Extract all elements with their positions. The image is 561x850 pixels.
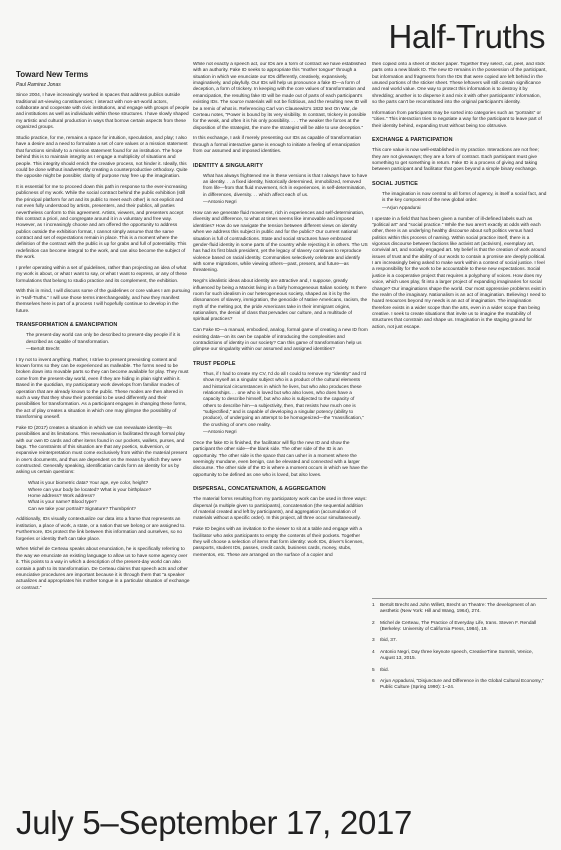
endnote-number: 4 xyxy=(372,649,375,655)
endnote xyxy=(372,679,547,692)
epigraph xyxy=(382,192,547,212)
endnote-text: Antonio Negri, Day three keynote speech, CreativeTime Summit, Venice, August 13, 2015. xyxy=(380,649,533,662)
paragraph: Additionally, IDs visually contextualize our data into a frame that represents an institution, a place of work, a state, or a nation that we belong or are assigned to. Furthermore, IDs protect the link between this information and ourselves, so no forgeries or identity theft can take place. xyxy=(16,517,186,542)
paragraph: While not exactly a speech act, our IDs are a form of contract we have established with an authority. Fake ID seeks to appropriate this "mother tongue" through a situation in which we enunciate our IDs differently, creatively, expansively, imaginatively, and playfully. Our IDs will help us pronounce a fake ID—a form of deception, a form of trickery. In keeping with the core values of transformation and emancipation, the resulting fake ID will be made out of parts of each participant's existing IDs. The source materials will not be fictitious, and the resulting new ID will be a remix of what is. Referencing Carl von Clausewitz's 1832 text On War, de Certeau notes, "Power is bound by its very visibility. In contrast, trickery is possible for the weak, and often it is his only possibility. . . . The weaker the forces at the disposition of the strategist, the more the strategist will be able to use deception." xyxy=(193,62,368,131)
paragraph: Information from participants may be sorted into categories such as "portraits" or "cities." This interaction tries to negotiate a way for the participant to leave part of their identity behind, expanding trust without being too obtrusive. xyxy=(372,111,542,129)
paragraph: The material forms resulting from my participatory work can be used in three ways: dispersal (a multiple given to participants), concatenation (the sequential addition of material created and left by participants), and aggregation (accumulation of materials without a specific order). In this project, all three occur simultaneously. xyxy=(193,497,367,522)
endnote-text: Ibid, 37. xyxy=(380,638,397,644)
paragraph: Once the fake ID is finished, the facilitator will flip the new ID and show the participant the other side—the blank side. The other side of the ID is an opportunity. The other side is the space that can usher in a moment where the seemingly mundane, even benign, can be elevated and connected with a larger discourse. The other side of the ID is where a moment occurs in which we have the opportunity to be defined as one who is loved, but also loves. xyxy=(193,440,368,478)
question-item: What is your name? Blood type? xyxy=(28,500,97,506)
epigraph-attribution: —Antonio Negri xyxy=(203,430,237,436)
paragraph: I try not to invent anything. Rather, I strive to present preexisting content and known forms so they can be experienced as malleable. The forms need to be broken down into movable parts so they can become available for play. They must come from the present-day world, even if they are hiding in plain sight within it. Based in the quotidian, my participatory work develops from familiar modes of operation that are already known to the public. These modes are then altered in such a way that they show their potential to be used differently and their possibilities for transformation. As a participant engages in changing these forms, the act of play creates a situation in which one may glimpse the possibility of transforming oneself. xyxy=(16,357,189,420)
epigraph-text: Thus, if I had to create my CV, I'd do all I could to remove my "identity" and I'd show myself as a singular subject who is a product of the cultural elements and historical circumstances in which he lives, but who also produces these relationships. . . one who is loved but who also loves, who does have a capacity to describe himself, but who also is subjected to the capacity of others to describe him—a subjectivity, then, that resists how much one is "subjectified," and is capable of developing a singular potency (ability to produce), of undergoing an attempt to be homogenized—the "massification," the crushing of one's one reality. xyxy=(203,371,367,428)
epigraph-text: The imagination is now central to all forms of agency, is itself a social fact, and is the key component of the new global order. xyxy=(382,192,547,204)
exhibition-dates: July 5–September 17, 2017 xyxy=(16,804,413,841)
paragraph: Negri's idealistic ideas about identity are attractive and, I suppose, greatly influenced by being a Marxist living in a fairly homogeneous Italian society. Is there room for such idealism in our heterogeneous society, shaped as it is by the dissonances of slavery, immigration, the genocide of Native Americans, racism, the myth of the melting pot, the pride Americans take in their immigrant origins, nationalism, the denial of class that pervades our culture, and a multitude of spiritual practices? xyxy=(193,279,368,323)
endnote-number: 3 xyxy=(372,638,375,644)
endnote-text: Arjun Appadurai, "Disjuncture and Difference in the Global Cultural Economy," Public Culture (Spring 1990): 1–24. xyxy=(380,678,544,691)
endnote-number: 5 xyxy=(372,667,375,673)
section-heading: TRANSFORMATION & EMANCIPATION xyxy=(16,321,118,328)
paragraph: I prefer operating within a set of guidelines, rather than projecting an idea of what my work is about, or what I want to say, or what I want to express, or any of these formulations that belong to studio practice and its complement, the exhibition. xyxy=(16,265,187,284)
paragraph: Since 2004, I have increasingly worked in spaces that address publics outside traditional art-viewing constituencies; I interact with non-art-world actors, collaborate and cooperate with civic institutions, and engage with groups of people and institutions as well as individuals within these structures. I have slowly shaped my artistic and cultural production in ways that borrow certain aspects from these organized groups. xyxy=(16,93,190,131)
endnote-number: 2 xyxy=(372,620,375,626)
question-item: What is your biometric data? Your age, eye color, height? xyxy=(28,481,149,487)
endnote xyxy=(372,668,547,674)
question-list xyxy=(28,481,191,513)
article-author: Paul Ramirez Jonas xyxy=(16,81,61,88)
paragraph: Can Fake ID—a manual, embodied, analog, formal game of creating a new ID from existing data—on its own be capable of introducing the complexities and contradictions of identity in our society? Can this game of transformation help us glimpse our singularity within our assumed and assigned identities? xyxy=(193,328,368,353)
paragraph: With this in mind, I will discuss some of the guidelines or core values I am pursuing in "Half-Truths." I will use those terms interchangeably, and how they manifest themselves here is part of a process I will hopefully continue to develop in the future. xyxy=(16,289,190,314)
question-item: Where can your body be located? What is your birthplace? xyxy=(28,487,152,493)
epigraph-text: What has always frightened me in these versions is that I always have to have an identity. . . a fixed identity, historically determined, immobilized, removed from life—from that fluid movement, rich in experiences, in self-determination, in differences, diversity. . . which affect each of us. xyxy=(203,173,368,198)
endnote xyxy=(372,603,547,616)
section-heading: TRUST PEOPLE xyxy=(193,360,236,367)
question-item: Home address? Work address? xyxy=(28,493,95,499)
endnote xyxy=(372,621,547,634)
question-item: Can we take your portrait? Signature? Thumbprint? xyxy=(28,506,136,512)
endnote-text: Michel de Certeau, The Practice of Everyday Life, trans. Steven F. Rendall (Berkeley: University of California Press, 1984), 19. xyxy=(380,620,537,633)
paragraph: I operate in a field that has been given a number of ill-defined labels such as "political art" and "social practice." While the two aren't exactly at odds with each other, there is an underlying healthy discourse about soft politics versus hard politics within this process of naming. Within social practice itself, there is a vigorous discourse between factions like activist art (activism), exemplary art, convivial art, and socially engaged art. My belief is that the creation of work around issues of trust and the ability of our words to contain a promise are deeply political. I am increasingly being asked to make work within a context of social justice. I feel a responsibility for the work to be accountable to these new expectations. Social justice is a cooperative project that requires a polyphony of voices. How does my voice, which uses play, fit into a larger project of expanding imaginaries for social change? Our imaginations shape the world. Our most oppressive problems exist in the realm of the imaginary. Nationalism is an act of imagination. Believing I need to hoard resources beyond my needs is an act of imagination. The imagination therefore exists in a wider scope than the arts, even in a wider scope than being creative. I seek to create situations that invite us to imagine the mutability of structures that constrain and shape us. Imagination is the staging ground for action, not just escape. xyxy=(372,216,546,330)
paragraph: Studio practice, for me, remains a space for intuition, speculation, and play; I also have a desire and a need to formulate a set of core values or a mission statement that functions similarly to a mission statement found for an institution. The hope behind this is to maintain integrity as I engage a multiplicity of situations and people. This integrity should enrich the creative process, not hinder it. Ideally, this could be done without inadvertently creating a counterproductive orthodoxy. Quite the opposite might be possible; clarity of purpose may free up the imagination. xyxy=(16,136,188,180)
endnote-text: Bertolt Brecht and John Willett, Brecht on Theatre: The development of an aesthetic (New York: Hill and Wang, 1964), 274. xyxy=(380,603,536,615)
paragraph: Fake ID begins with an invitation to the viewer to sit at a table and engage with a facilitator who asks participants to empty the contents of their pockets. Together they will choose a selection of items that form identity: work IDs, driver's licenses, passports, student IDs, passes, credit cards, business cards, money, stubs, mementos, etc. These are arranged on the surface of a copier and xyxy=(193,527,364,558)
section-heading: SOCIAL JUSTICE xyxy=(372,180,418,187)
paragraph: In this exchange, I ask if merely presenting our IDs as capable of transformation through a formal interactive game is enough to initiate a feeling of emancipation from our assumed and imposed identities. xyxy=(193,136,361,155)
article-title: Toward New Terms xyxy=(16,70,89,79)
column-2 xyxy=(193,62,368,798)
endnote-number: 1 xyxy=(372,603,375,608)
epigraph-attribution: —Arjun Appadurai xyxy=(382,205,421,211)
section-heading: EXCHANGE & PARTICIPATION xyxy=(372,137,453,144)
epigraph-attribution: —Antonio Negri xyxy=(203,200,237,206)
epigraph xyxy=(26,333,191,353)
paragraph: Fake ID (2017) creates a situation in which we can reevaluate identity—its possibilities and its limitations. This reevaluation is facilitated through formal play with our own ID cards and other items found in our pockets, wallets, purses, and bags. The constraints of this situation are that any poetics, subversion, or expansive reinterpretation must come exclusively from within the material present in one's documents, and thus are dependent on the means by which they were constructed. Generally speaking, identification cards form an identity for us by asking us certain questions: xyxy=(16,425,188,476)
paragraph: When Michel de Certeau speaks about enunciation, he is specifically referring to the way we enunciate an existing language to allow us to have some agency over it. This points to a way in which a description of the present-day world can also contain a path to its transformation. De Certeau claims that speech acts and other enunciative procedures are important because it is through them that "a speaker actualizes and appropriates his mother tongue in a particular situation of exchange or contract." xyxy=(16,547,190,591)
epigraph-attribution: —Bertolt Brecht xyxy=(26,346,60,352)
endnotes xyxy=(372,598,547,697)
epigraph xyxy=(203,174,368,207)
exhibition-title: Half-Truths xyxy=(388,18,545,55)
endnote-number: 6 xyxy=(372,678,375,684)
column-3 xyxy=(372,62,547,594)
section-heading: IDENTITY & SINGULARITY xyxy=(193,162,264,169)
endnote xyxy=(372,638,547,644)
endnote-text: Ibid. xyxy=(380,667,389,673)
column-1 xyxy=(16,70,191,806)
paragraph: then copied onto a sheet of sticker paper. Together they select, cut, peel, and stick parts onto a new blank ID. The new ID remains in the possession of the participant, but information and fragments from the IDs that were copied are left behind in the unused portions of the sticker sheet. These leftovers will still contain significance and real world value. One way to protect this information is to destroy it by shredding; another is to disperse it and mix it with other participants' information, so the parts can't be reconstituted into the original participant's identity. xyxy=(372,62,547,106)
paragraph: How can we generate fluid movement, rich in experiences and self-determination, diversity and difference, to what at times seems like immovable and imposed identities? How do we navigate the tension between different views on identity when we address this subject in public and for the public? Our current national situation is full of contradictions. State and social structures have embraced gender-fluid identity in some parts of the country while rejecting it in others. The US has had its first black president, yet the legacy of slavery continues to reproduce violence based on racial identity. Communities selectively celebrate and identify with some migrations, while viewing others—past, present, and future—as threatening. xyxy=(193,211,368,274)
epigraph xyxy=(203,372,368,437)
endnote xyxy=(372,650,547,663)
section-heading: DISPERSAL, CONCATENATION, & AGGREGATION xyxy=(193,486,326,493)
paragraph: This core value is now well-established in my practice. Interactions are not free; they are not giveaways; they are a form of contract. Each participant must give something to get something in return. Fake ID is a process of giving and taking between participant and facilitator that goes beyond a simple binary exchange. xyxy=(372,148,539,173)
paragraph: It is essential for me to proceed down this path in response to the ever-increasing publicness of my work. While the social contract behind the public exhibition (still the principal platform for art and its public to meet each other) is not explicit and not even fully understood by artists, presenters, and their publics, all parties nevertheless conform to this agreement. Artists, viewers, and presenters accept this contract a priori, and congregate around it in a voluntary and free way. However, as I increasingly choose and am offered the opportunity to address publics outside the exhibition format, I cannot simply assume that the same contract and set of expectations remain in place. This is a moment where the definition of the contract with the public is up for grabs and full of potentiality. This redefinition can become integral to the work, and can also become the subject of the work. xyxy=(16,185,187,261)
epigraph-text: The present-day world can only be described to present-day people if it is described as capable of transformation. xyxy=(26,333,181,345)
